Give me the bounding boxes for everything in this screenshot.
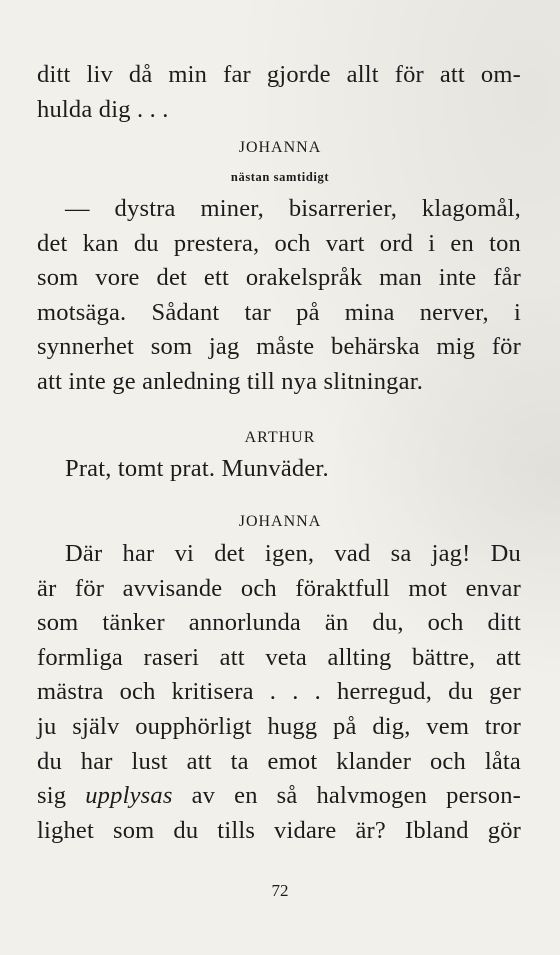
text-line: lighet som du tills vidare är? Ibland gör [37,816,521,844]
stage-direction: nästan samtidigt [230,170,330,184]
text-line-with-emphasis [37,779,521,814]
speaker-name: JOHANNA [238,513,322,530]
speech-arthur [37,452,521,487]
page-number: 72 [271,881,289,900]
text-line: som vore det ett orakelspråk man inte får [37,264,521,292]
text-line: mästra och kritisera . . . herregud, du ger [37,678,521,706]
text-line: ditt liv då min far gjorde allt för att om- [37,61,521,88]
text-line: att inte ge anledning till nya slitningar. [37,367,424,395]
text-fragment: sig [37,782,67,810]
text-line: hulda dig . . . [37,95,169,123]
text-line: som tänker annorlunda än du, och ditt [37,609,521,637]
text-line: synnerhet som jag måste behärska mig för [37,333,521,361]
text-line: — dystra miner, bisarrerier, klagomål, [65,195,521,222]
text-line: motsäga. Sådant tar på mina nerver, i [37,298,521,326]
text-line: det kan du prestera, och vart ord i en ton [37,229,521,257]
text-fragment: av en så halvmogen person- [191,782,522,810]
speaker-name: JOHANNA [238,139,322,156]
speech-johanna-1 [37,192,521,400]
speaker-name: ARTHUR [244,429,316,446]
text-line: Prat, tomt prat. Munväder. [65,455,329,482]
text-line: ju själv oupphörligt hugg på dig, vem tror [37,712,521,740]
speech-johanna-2 [37,537,521,848]
text-line: är för avvisande och föraktfull mot envar [37,574,521,602]
text-continuation [37,58,521,127]
text-line: du har lust att ta emot klander och låta [37,747,521,775]
emphasized-word: upplysas [85,782,173,810]
text-line: Där har vi det igen, vad sa jag! Du [65,540,521,567]
text-line: formliga raseri att veta allting bättre, att [37,643,521,671]
